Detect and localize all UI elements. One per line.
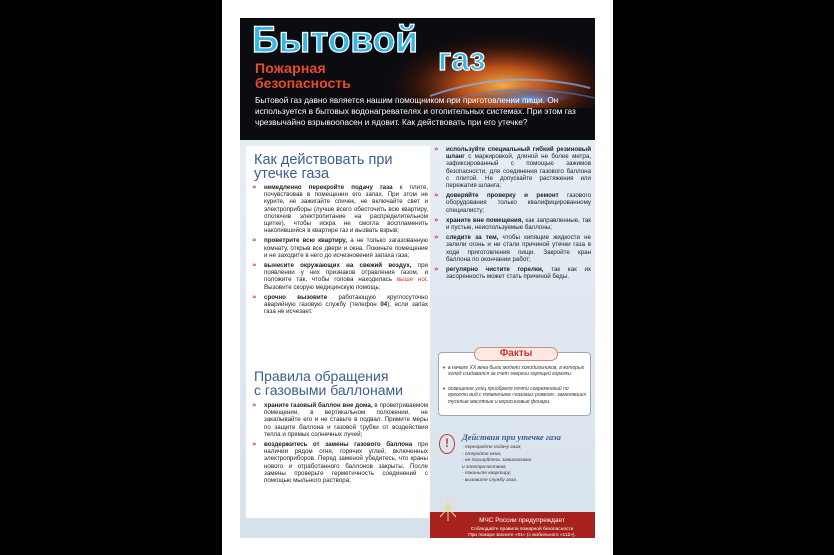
item-text: а не только загазованную комнату, открыв все двери и окна. Покиньте помещение и не заходите в него до исчезновения запаха газа; xyxy=(264,237,428,259)
item-bold: воздержитесь от замены газового баллона xyxy=(264,441,413,449)
bullet-icon: » xyxy=(252,236,257,245)
bullet-icon: » xyxy=(252,401,257,409)
section2-title-line-1: Правила обращения xyxy=(254,368,389,384)
list-item: - покиньте квартиру; xyxy=(462,471,512,476)
facts-box xyxy=(438,348,591,416)
bullet-icon: » xyxy=(434,191,439,200)
poster xyxy=(240,18,595,538)
list-item xyxy=(252,237,428,259)
bullet-icon: » xyxy=(434,265,439,274)
left-column xyxy=(246,146,430,518)
list-item xyxy=(252,184,428,234)
item-bold: храните газовый баллон вне дома, xyxy=(264,402,373,409)
item-bold: проветрите всю квартиру, xyxy=(264,237,348,245)
section1-title-line-1: Как действовать при xyxy=(254,152,393,168)
item-highlight: выше ног xyxy=(396,276,427,284)
item-text: как заправленные, так и пустые, неиспользуемые баллоны; xyxy=(446,216,591,232)
item-text: при появлении у них признаков отравления газом, и положите так, чтобы голова находилась xyxy=(264,262,428,284)
fact-item xyxy=(442,364,588,378)
bullet-icon: » xyxy=(252,440,257,449)
bullet-icon: » xyxy=(434,145,439,153)
title-word-2: газ xyxy=(438,41,486,77)
item-phone: 04 xyxy=(380,301,388,309)
item-text: при наличии рядом огня, горячих углей, включенных электроприборов. Перед заменой убедитесь, что краны нового и отработанного баллонов закрыты. После замены проверьте герметичность соединений с помощью мыльного раствора; xyxy=(264,441,428,485)
subtitle-line-1: Пожарная xyxy=(255,60,326,76)
fact-text: освещение улиц приобрело почти современный по яркости вид с появлением «газовых рожков», заменявших тусклые масляные и керосиновые фонари. xyxy=(448,386,587,405)
section2-list xyxy=(252,402,428,487)
list-item xyxy=(252,294,428,316)
item-text: ), если запах газа не исчезает. xyxy=(264,301,428,316)
fact-item xyxy=(442,385,588,405)
list-item: - не пользуйтесь зажигалками xyxy=(462,458,532,463)
leak-actions-title: Действия при утечке газа xyxy=(462,432,561,442)
item-bold: немедленно перекройте подачу газа xyxy=(264,184,393,191)
section2-title-line-2: с газовыми баллонами xyxy=(254,382,403,398)
footer-line-1: МЧС России предупреждает xyxy=(479,517,565,524)
item-text: в проветриваемом помещении, в вертикальном положении, не закапывайте его и не ставьте в подвал. Примите меры по защите баллона и газовой трубки от воздействия тепла и прямых солнечных лучей; xyxy=(264,402,428,438)
list-item xyxy=(434,234,591,263)
item-text: работающую круглосуточно аварийную газовую службу (телефон xyxy=(264,293,428,309)
list-item: - перекройте подачу газа; xyxy=(462,445,522,450)
list-item: - откройте окна; xyxy=(462,451,502,457)
facts-title: Факты xyxy=(474,347,558,361)
list-item: и электричеством; xyxy=(462,464,507,470)
poster-header xyxy=(240,18,595,140)
list-item xyxy=(252,262,428,291)
list-item xyxy=(434,266,591,280)
bullet-icon: » xyxy=(434,215,439,224)
subtitle-line-2: безопасность xyxy=(255,75,351,91)
item-bold: вынесите окружающих на свежий воздух, xyxy=(264,262,412,270)
item-text: газового оборудования только квалифицированному специалисту; xyxy=(446,192,592,214)
item-bold: следите за тем, xyxy=(446,234,499,242)
list-item xyxy=(252,441,428,484)
title-word-1: Бытовой xyxy=(252,20,419,60)
bullet-icon: » xyxy=(434,233,439,242)
leak-actions-list xyxy=(462,445,582,484)
item-text: так как их засоренность может стать причиной беды. xyxy=(446,266,591,281)
list-item: - вызовите службу газа. xyxy=(462,477,518,483)
intro-text: Бытовой газ давно является нашим помощником при приготовлении пищи. Он используется в бытовых водонагревателях и отопительных системах. При этом газ чрезвычайно взрывоопасен и ядовит. Как действовать при его утечке? xyxy=(255,95,576,127)
list-item xyxy=(252,402,428,438)
bullet-icon: » xyxy=(252,261,257,270)
fact-text: в начале XX века были модели холодильников, в которых холод создавался за счет энергии горящей горелки. xyxy=(448,365,585,378)
section1-title-line-2: утечке газа xyxy=(254,166,330,182)
section1-list xyxy=(252,184,428,318)
list-item xyxy=(434,217,591,231)
warning-icon: ! xyxy=(439,434,455,454)
footer-line-3: При пожаре звоните «01» (с мобильного «112»). xyxy=(468,533,576,538)
item-text: с маркировкой, длиной не более метра, зафиксированный с помощью зажимов безопасности, для соединения газового баллона с плитой. Не допускайте растяжения или пережатия шланга; xyxy=(446,153,591,190)
item-text: к плите, почувствовав в помещении его запах. При этом не курите, не зажигайте спичек, не включайте свет и электроприборы (лучше всего обесточить всю квартиру, отключив электропитание на распределительном щитке), чтобы искра не смогла воспламенить накопившийся в квартире газ и вызвать взрыв; xyxy=(264,184,428,235)
item-bold: используйте специальный гибкий резиновый шланг xyxy=(446,146,591,161)
item-bold: доверяйте проверку и ремонт xyxy=(446,192,559,200)
right-list xyxy=(434,146,591,283)
dot-icon: • xyxy=(442,364,447,372)
item-bold: храните вне помещения, xyxy=(446,216,524,224)
item-text: . Вызовите скорую медицинскую помощь; xyxy=(264,276,429,291)
bullet-icon: » xyxy=(252,292,257,301)
bullet-icon: » xyxy=(252,183,257,191)
list-item xyxy=(434,146,591,189)
item-text: чтобы кипящие жидкости не залили огонь и не стали причиной утечки газа в ходе приготовления пищи. Закройте кран баллона по окончании работ; xyxy=(446,234,591,263)
dot-icon: • xyxy=(442,385,447,393)
list-item xyxy=(434,192,591,214)
item-bold: регулярно чистите горелки, xyxy=(446,266,544,274)
poster-body xyxy=(240,140,595,538)
footer-line-2: Соблюдайте правила пожарной безопасности xyxy=(470,527,574,532)
item-bold: срочно вызовите xyxy=(264,293,328,301)
